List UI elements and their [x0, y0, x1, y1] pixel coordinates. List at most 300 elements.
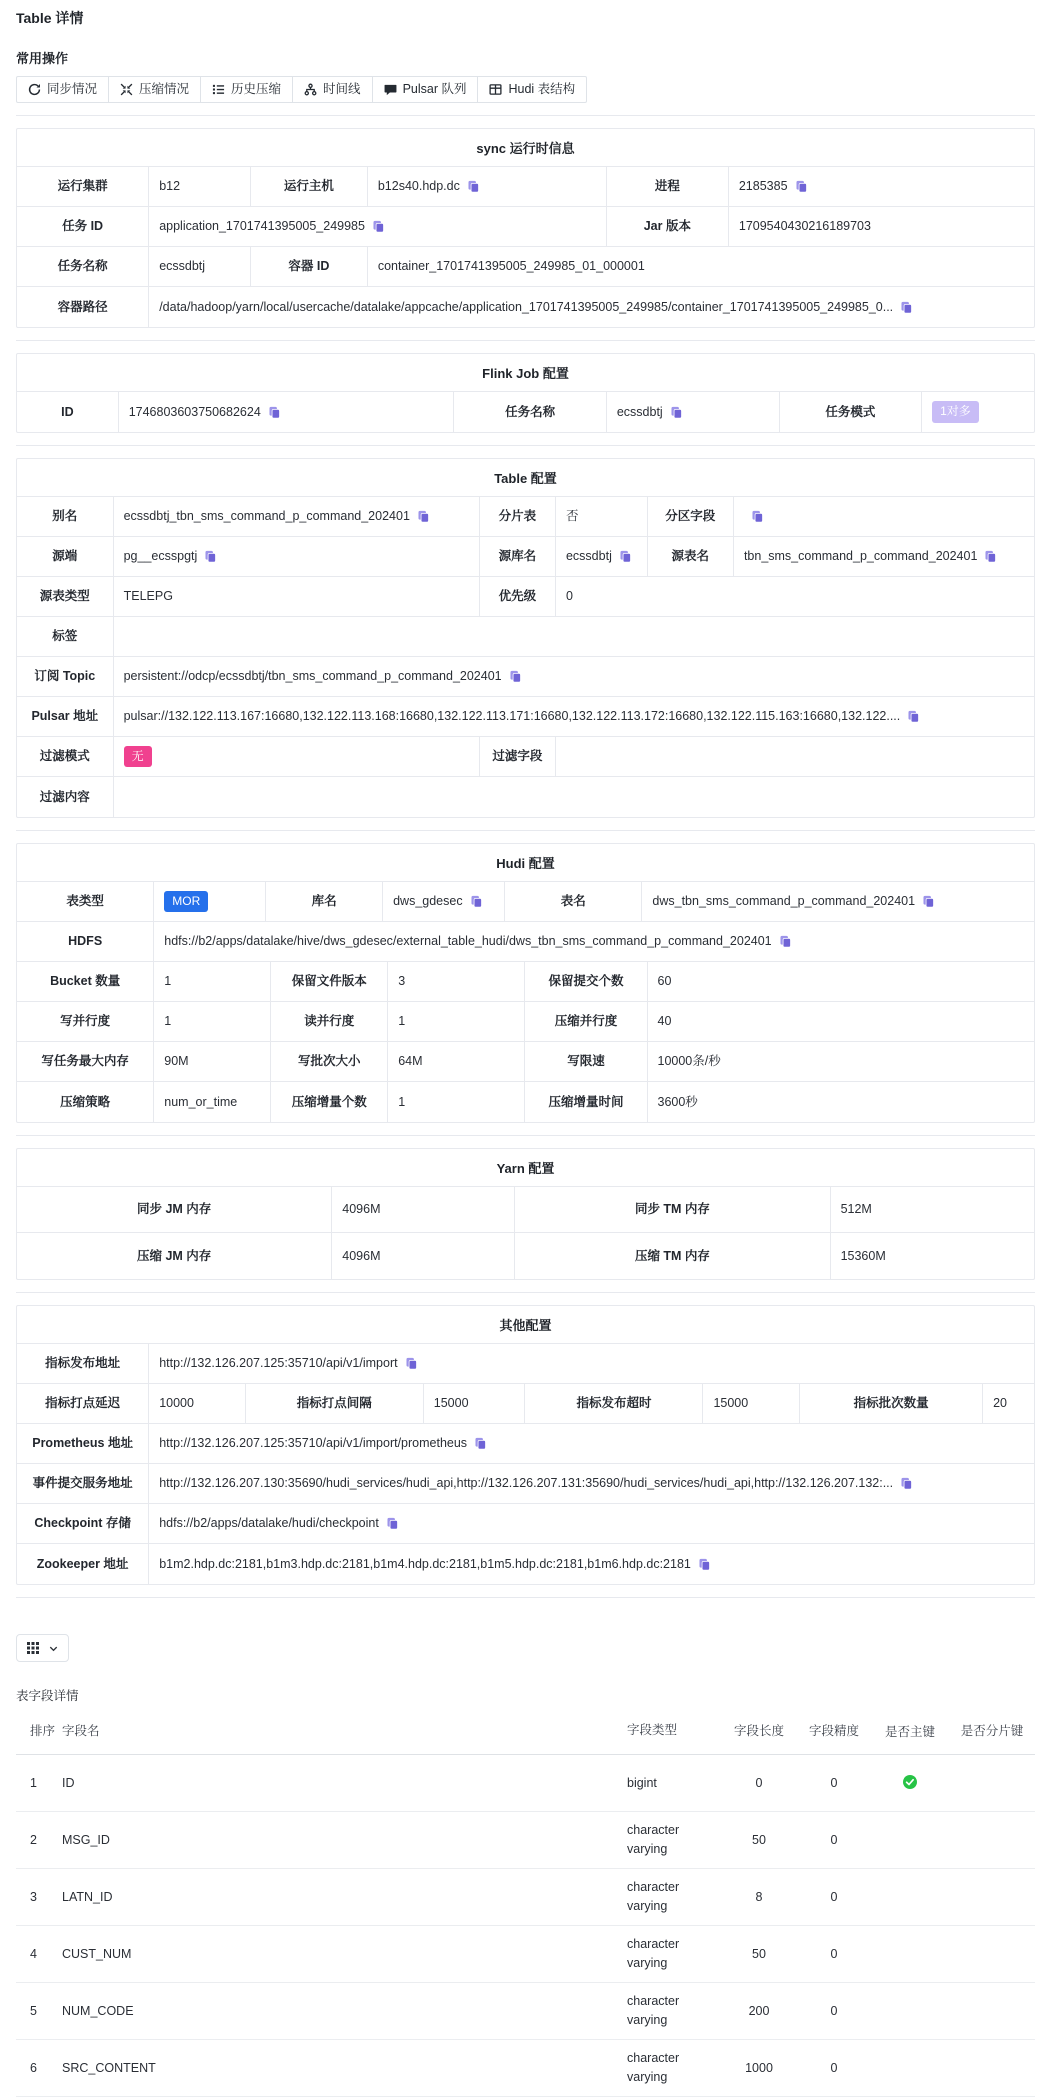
config-value-text: ecssdbtj_tbn_sms_command_p_command_202401	[123, 509, 410, 524]
config-label	[271, 962, 388, 1001]
copy-icon[interactable]	[405, 1357, 418, 1370]
config-value-text: 20	[993, 1396, 1007, 1411]
config-value	[332, 1233, 515, 1279]
config-label	[480, 537, 556, 576]
config-label	[17, 167, 149, 206]
divider	[16, 1135, 1035, 1136]
config-label	[17, 617, 114, 656]
copy-icon[interactable]	[509, 670, 522, 683]
cell-order: 5	[30, 2004, 37, 2019]
config-value-text: dws_gdesec	[393, 894, 463, 909]
config-label	[17, 1464, 149, 1503]
config-value	[114, 497, 480, 536]
config-row	[17, 1233, 1034, 1279]
config-label-text: 容器路径	[57, 299, 108, 314]
config-value	[388, 962, 525, 1001]
config-value	[556, 497, 648, 536]
table-row	[16, 1926, 1035, 1983]
config-row	[17, 1464, 1034, 1504]
config-label-text: 任务名称	[57, 259, 108, 274]
copy-icon[interactable]	[900, 1477, 913, 1490]
divider	[16, 115, 1035, 116]
config-row	[17, 1504, 1034, 1544]
cell-name: CUST_NUM	[62, 1947, 132, 1962]
table-row	[16, 2040, 1035, 2097]
cell-type: character varying	[627, 1880, 680, 1914]
config-sections	[16, 115, 1035, 1585]
config-value-text: persistent://odcp/ecssdbtj/tbn_sms_command_p_command_202401	[123, 669, 502, 684]
config-value	[149, 247, 251, 286]
config-value-text: pulsar://132.122.113.167:16680,132.122.113.168:16680,132.122.113.171:16680,132.122.113.172:16680,132.122.115.163:16680,132.122....	[123, 709, 901, 724]
config-value	[149, 207, 607, 246]
config-label	[17, 1002, 154, 1041]
config-label-text: 同步 JM 内存	[136, 1202, 212, 1217]
config-value-text: 1	[398, 1094, 406, 1109]
config-value	[149, 1344, 1034, 1383]
config-label	[246, 1384, 424, 1423]
cell-length: 0	[755, 1776, 763, 1791]
config-value-text: 60	[657, 974, 672, 989]
config-row	[17, 777, 1034, 817]
config-label-text: 表类型	[66, 894, 104, 909]
config-value	[154, 1002, 271, 1041]
table-icon	[489, 83, 502, 96]
cell-order: 4	[30, 1947, 37, 1962]
config-value	[648, 962, 1034, 1001]
status-badge: MOR	[164, 891, 208, 912]
column-header-primary_key: 是否主键	[884, 1724, 935, 1739]
cell-order: 2	[30, 1833, 37, 1848]
columns-toggle-button[interactable]	[16, 1634, 69, 1662]
config-value-text: b1m2.hdp.dc:2181,b1m3.hdp.dc:2181,b1m4.hdp.dc:2181,b1m5.hdp.dc:2181,b1m6.hdp.dc:2181	[159, 1556, 691, 1571]
copy-icon[interactable]	[795, 180, 808, 193]
config-value-text: dws_tbn_sms_command_p_command_202401	[652, 894, 916, 909]
config-label-text: 运行主机	[283, 179, 334, 194]
config-value	[114, 537, 480, 576]
config-label-text: 源端	[52, 549, 78, 564]
config-label-text: 优先级	[498, 589, 537, 604]
config-row	[17, 697, 1034, 737]
cell-name: SRC_CONTENT	[62, 2061, 156, 2076]
config-label-text: 源表类型	[39, 589, 90, 604]
config-label	[17, 1424, 149, 1463]
config-label	[525, 1042, 647, 1081]
timeline-icon	[304, 83, 317, 96]
common-operations-heading: 常用操作	[16, 51, 69, 66]
config-label-text: HDFS	[68, 934, 103, 949]
config-value	[607, 392, 780, 432]
section-title: 其他配置	[17, 1306, 1034, 1344]
config-row	[17, 392, 1034, 432]
config-value-text: 90M	[164, 1054, 189, 1069]
toolbar-button-label: 时间线	[323, 82, 361, 96]
config-row	[17, 1544, 1034, 1584]
divider	[16, 830, 1035, 831]
check-circle-icon	[902, 1774, 918, 1793]
config-value	[154, 962, 271, 1001]
config-value-text: num_or_time	[164, 1094, 238, 1109]
config-row	[17, 1042, 1034, 1082]
config-label-text: 写任务最大内存	[41, 1054, 129, 1069]
config-row	[17, 1082, 1034, 1122]
config-label-text: 分片表	[498, 509, 537, 524]
config-label-text: 别名	[52, 509, 78, 524]
config-value-text: 1746803603750682624	[128, 404, 261, 419]
config-label-text: Pulsar 地址	[31, 709, 99, 724]
cell-precision: 0	[830, 1947, 838, 1962]
config-label-text: Zookeeper 地址	[36, 1556, 129, 1571]
table-row	[16, 1983, 1035, 2040]
config-label-text: 事件提交服务地址	[32, 1476, 133, 1491]
config-value-text: http://132.126.207.125:35710/api/v1/import	[159, 1356, 398, 1371]
config-label	[251, 247, 368, 286]
config-value	[114, 737, 480, 776]
config-label	[17, 392, 119, 432]
config-label	[17, 882, 154, 921]
config-value	[556, 737, 1034, 776]
fields-table-body	[16, 1755, 1035, 2097]
config-value-text: /data/hadoop/yarn/local/usercache/datalake/appcache/application_1701741395005_249985/container_1701741395005_249985_0...	[159, 299, 894, 314]
config-value-text: 64M	[398, 1054, 423, 1069]
config-label	[17, 657, 114, 696]
config-value	[114, 697, 1034, 736]
config-label-text: 指标批次数量	[853, 1396, 929, 1411]
config-value	[149, 1544, 1034, 1584]
config-value	[729, 207, 1034, 246]
config-value	[642, 882, 1034, 921]
config-label	[17, 1233, 332, 1279]
config-value-text: b12	[159, 179, 181, 194]
config-value	[114, 657, 1034, 696]
section-title: sync 运行时信息	[17, 129, 1034, 167]
divider	[16, 1597, 1035, 1598]
config-label-text: 源库名	[498, 549, 537, 564]
config-label-text: 压缩 JM 内存	[136, 1248, 212, 1263]
config-label	[515, 1187, 830, 1232]
config-value-text: 4096M	[342, 1248, 381, 1263]
config-value-text: 否	[565, 509, 579, 524]
config-value-text: 1	[164, 1014, 172, 1029]
config-row	[17, 1002, 1034, 1042]
config-label-text: 压缩策略	[60, 1094, 111, 1109]
copy-icon[interactable]	[984, 550, 997, 563]
copy-icon[interactable]	[619, 550, 632, 563]
config-label	[800, 1384, 983, 1423]
copy-icon[interactable]	[386, 1517, 399, 1530]
config-value	[556, 537, 648, 576]
config-label-text: 过滤字段	[492, 749, 543, 764]
config-row	[17, 922, 1034, 962]
config-label	[525, 962, 647, 1001]
config-label-text: Jar 版本	[643, 219, 691, 234]
config-label-text: Checkpoint 存储	[34, 1516, 131, 1531]
config-label-text: 运行集群	[57, 179, 108, 194]
config-label-text: 同步 TM 内存	[634, 1202, 710, 1217]
config-value	[368, 167, 607, 206]
config-value-text: 10000	[159, 1396, 194, 1411]
config-value-text: hdfs://b2/apps/datalake/hudi/checkpoint	[159, 1516, 379, 1531]
copy-icon[interactable]	[474, 1437, 487, 1450]
config-value	[556, 577, 1034, 616]
config-label	[17, 1384, 149, 1423]
config-label-text: 写批次大小	[297, 1054, 361, 1069]
copy-icon[interactable]	[417, 510, 430, 523]
copy-icon[interactable]	[467, 180, 480, 193]
section-hudi-config	[16, 843, 1035, 1123]
section-other-config	[16, 1305, 1035, 1585]
config-label-text: 压缩增量时间	[548, 1094, 624, 1109]
config-label-text: 压缩增量个数	[291, 1094, 367, 1109]
config-value-text: 10000条/秒	[657, 1054, 721, 1069]
copy-icon[interactable]	[670, 406, 683, 419]
config-label-text: 压缩并行度	[554, 1014, 618, 1029]
config-value	[648, 1082, 1034, 1122]
divider	[16, 445, 1035, 446]
table-row	[16, 1812, 1035, 1869]
config-value	[149, 167, 251, 206]
copy-icon[interactable]	[900, 301, 913, 314]
toolbar-button-compaction-status[interactable]	[108, 76, 201, 103]
section-title: Table 配置	[17, 459, 1034, 497]
cell-type: character varying	[627, 2051, 680, 2085]
config-value	[383, 882, 505, 921]
config-value-text: 0	[565, 589, 573, 604]
config-label-text: 订阅 Topic	[34, 669, 96, 684]
config-label-text: ID	[61, 404, 74, 419]
config-label	[17, 1344, 149, 1383]
config-label-text: 保留提交个数	[548, 974, 624, 989]
config-label-text: 写并行度	[60, 1014, 111, 1029]
config-value-text: 4096M	[342, 1202, 381, 1217]
config-value	[424, 1384, 526, 1423]
copy-icon[interactable]	[922, 895, 935, 908]
config-value-text: ecssdbtj	[159, 259, 206, 274]
config-label-text: 指标打点间隔	[296, 1396, 372, 1411]
copy-icon[interactable]	[751, 510, 764, 523]
config-value	[154, 882, 266, 921]
column-header-precision: 字段精度	[808, 1724, 859, 1738]
toolbar-button-pulsar-queue[interactable]	[372, 76, 479, 103]
toolbar-button-hudi-schema[interactable]	[477, 76, 587, 103]
config-label-text: 库名	[311, 894, 337, 909]
config-label-text: 过滤模式	[39, 749, 90, 764]
config-value	[729, 167, 1034, 206]
config-row	[17, 247, 1034, 287]
cell-type: character varying	[627, 1994, 680, 2028]
section-yarn-config	[16, 1148, 1035, 1280]
cell-precision: 0	[830, 2004, 838, 2019]
toolbar-button-history-compaction[interactable]	[200, 76, 293, 103]
section-table-config	[16, 458, 1035, 818]
toolbar-button-label: Hudi 表结构	[508, 82, 576, 96]
copy-icon[interactable]	[470, 895, 483, 908]
config-label-text: 写限速	[567, 1054, 605, 1069]
config-label	[454, 392, 607, 432]
config-value	[983, 1384, 1034, 1423]
config-label-text: 进程	[654, 179, 680, 194]
config-value-text: 1	[398, 1014, 406, 1029]
config-row	[17, 617, 1034, 657]
config-row	[17, 497, 1034, 537]
divider	[16, 1292, 1035, 1293]
config-value	[119, 392, 455, 432]
config-value	[648, 1042, 1034, 1081]
config-value	[332, 1187, 515, 1232]
column-header-shard_key: 是否分片键	[960, 1724, 1024, 1738]
config-label	[515, 1233, 830, 1279]
config-value	[922, 392, 1034, 432]
copy-icon[interactable]	[204, 550, 217, 563]
config-label	[17, 207, 149, 246]
config-row	[17, 287, 1034, 327]
toolbar-button-label: Pulsar 队列	[402, 82, 467, 96]
cell-length: 200	[748, 2004, 770, 2019]
config-value	[149, 1504, 1034, 1543]
config-label	[271, 1082, 388, 1122]
config-value	[388, 1042, 525, 1081]
cell-precision: 0	[830, 1776, 838, 1791]
config-value	[368, 247, 1034, 286]
config-label	[480, 737, 556, 776]
cell-order: 6	[30, 2061, 37, 2076]
copy-icon[interactable]	[268, 406, 281, 419]
config-value-text: 1709540430216189703	[738, 219, 871, 234]
cell-length: 50	[752, 1947, 766, 1962]
config-row	[17, 1384, 1034, 1424]
cell-name: LATN_ID	[62, 1890, 113, 1905]
config-value	[831, 1233, 1034, 1279]
column-header-length: 字段长度	[733, 1724, 784, 1738]
copy-icon[interactable]	[907, 710, 920, 723]
config-value-text: 15000	[433, 1396, 469, 1411]
config-value-text: pg__ecsspgtj	[123, 549, 198, 564]
section-title: Yarn 配置	[17, 1149, 1034, 1187]
config-value	[149, 1464, 1034, 1503]
config-value	[648, 1002, 1034, 1041]
config-value-text: 512M	[840, 1202, 872, 1217]
section-flink-job	[16, 353, 1035, 433]
cell-length: 50	[752, 1833, 766, 1848]
config-label	[17, 1042, 154, 1081]
cell-length: 8	[755, 1890, 763, 1905]
copy-icon[interactable]	[779, 935, 792, 948]
config-label	[480, 497, 556, 536]
config-label	[17, 287, 149, 327]
toolbar-button-label: 压缩情况	[139, 82, 190, 96]
section-title: Flink Job 配置	[17, 354, 1034, 392]
config-label-text: 标签	[52, 629, 78, 644]
config-value	[154, 1082, 271, 1122]
config-value-text: 3600秒	[657, 1094, 698, 1109]
config-label	[780, 392, 922, 432]
config-value-text: TELEPG	[123, 589, 173, 604]
config-label-text: 容器 ID	[288, 259, 330, 274]
config-value-text: ecssdbtj	[616, 404, 663, 419]
config-row	[17, 737, 1034, 777]
config-value-text: tbn_sms_command_p_command_202401	[743, 549, 978, 564]
config-label	[17, 777, 114, 817]
config-value-text: 15000	[713, 1396, 749, 1411]
toolbar-button-sync-status[interactable]	[16, 76, 109, 103]
config-value-text: container_1701741395005_249985_01_000001	[377, 259, 645, 274]
toolbar	[16, 76, 1035, 103]
fields-heading: 表字段详情	[16, 1689, 79, 1703]
config-label-text: Prometheus 地址	[32, 1436, 133, 1451]
cell-type: character varying	[627, 1937, 680, 1971]
fields-table-header	[16, 1716, 1035, 1755]
config-value	[154, 1042, 271, 1081]
config-value-text: http://132.126.207.125:35710/api/v1/import/prometheus	[159, 1436, 468, 1451]
config-label	[607, 167, 729, 206]
config-label	[648, 497, 734, 536]
config-label-text: 压缩 TM 内存	[634, 1248, 710, 1263]
copy-icon[interactable]	[698, 1558, 711, 1571]
sync-icon	[28, 83, 41, 96]
copy-icon[interactable]	[372, 220, 385, 233]
config-label	[607, 207, 729, 246]
config-label	[505, 882, 642, 921]
section-sync-runtime	[16, 128, 1035, 328]
config-label	[17, 497, 114, 536]
compress-icon	[120, 83, 133, 96]
config-label	[17, 922, 154, 961]
toolbar-button-label: 同步情况	[47, 82, 98, 96]
cell-order: 3	[30, 1890, 37, 1905]
fields-table	[16, 1716, 1035, 2097]
config-label-text: 读并行度	[304, 1014, 355, 1029]
config-value	[734, 537, 1034, 576]
cell-type: bigint	[627, 1775, 657, 1790]
config-value-text: b12s40.hdp.dc	[377, 179, 460, 194]
config-label-text: 分区字段	[665, 509, 716, 524]
config-label	[17, 577, 114, 616]
grid-icon	[26, 1641, 40, 1655]
config-row	[17, 577, 1034, 617]
config-label-text: 指标打点延迟	[45, 1396, 121, 1411]
config-label-text: 任务 ID	[62, 219, 104, 234]
cell-order: 1	[30, 1776, 37, 1791]
config-label	[648, 537, 734, 576]
column-header-name: 字段名	[62, 1724, 100, 1738]
config-row	[17, 1187, 1034, 1233]
toolbar-button-label: 历史压缩	[231, 82, 282, 96]
table-row	[16, 1755, 1035, 1812]
config-value-text: 2185385	[738, 179, 788, 194]
config-label	[271, 1042, 388, 1081]
config-label	[17, 962, 154, 1001]
config-row	[17, 882, 1034, 922]
cell-precision: 0	[830, 1833, 838, 1848]
config-value-text: http://132.126.207.130:35690/hudi_services/hudi_api,http://132.126.207.131:35690/hudi_services/hudi_api,http://132.126.207.132:...	[159, 1476, 894, 1491]
config-value-text: 15360M	[840, 1248, 886, 1263]
cell-name: NUM_CODE	[62, 2004, 134, 2019]
config-label	[17, 1544, 149, 1584]
config-label	[525, 1002, 647, 1041]
cell-name: ID	[62, 1776, 75, 1791]
toolbar-button-timeline[interactable]	[292, 76, 373, 103]
table-row	[16, 1869, 1035, 1926]
config-label-text: 任务模式	[825, 404, 876, 419]
config-row	[17, 1344, 1034, 1384]
config-label	[525, 1082, 647, 1122]
config-label	[17, 537, 114, 576]
list-icon	[212, 83, 225, 96]
config-label	[17, 1187, 332, 1232]
column-header-order: 排序	[30, 1724, 56, 1738]
config-row	[17, 537, 1034, 577]
config-label-text: 指标发布超时	[576, 1396, 652, 1411]
config-label-text: Bucket 数量	[50, 974, 121, 989]
